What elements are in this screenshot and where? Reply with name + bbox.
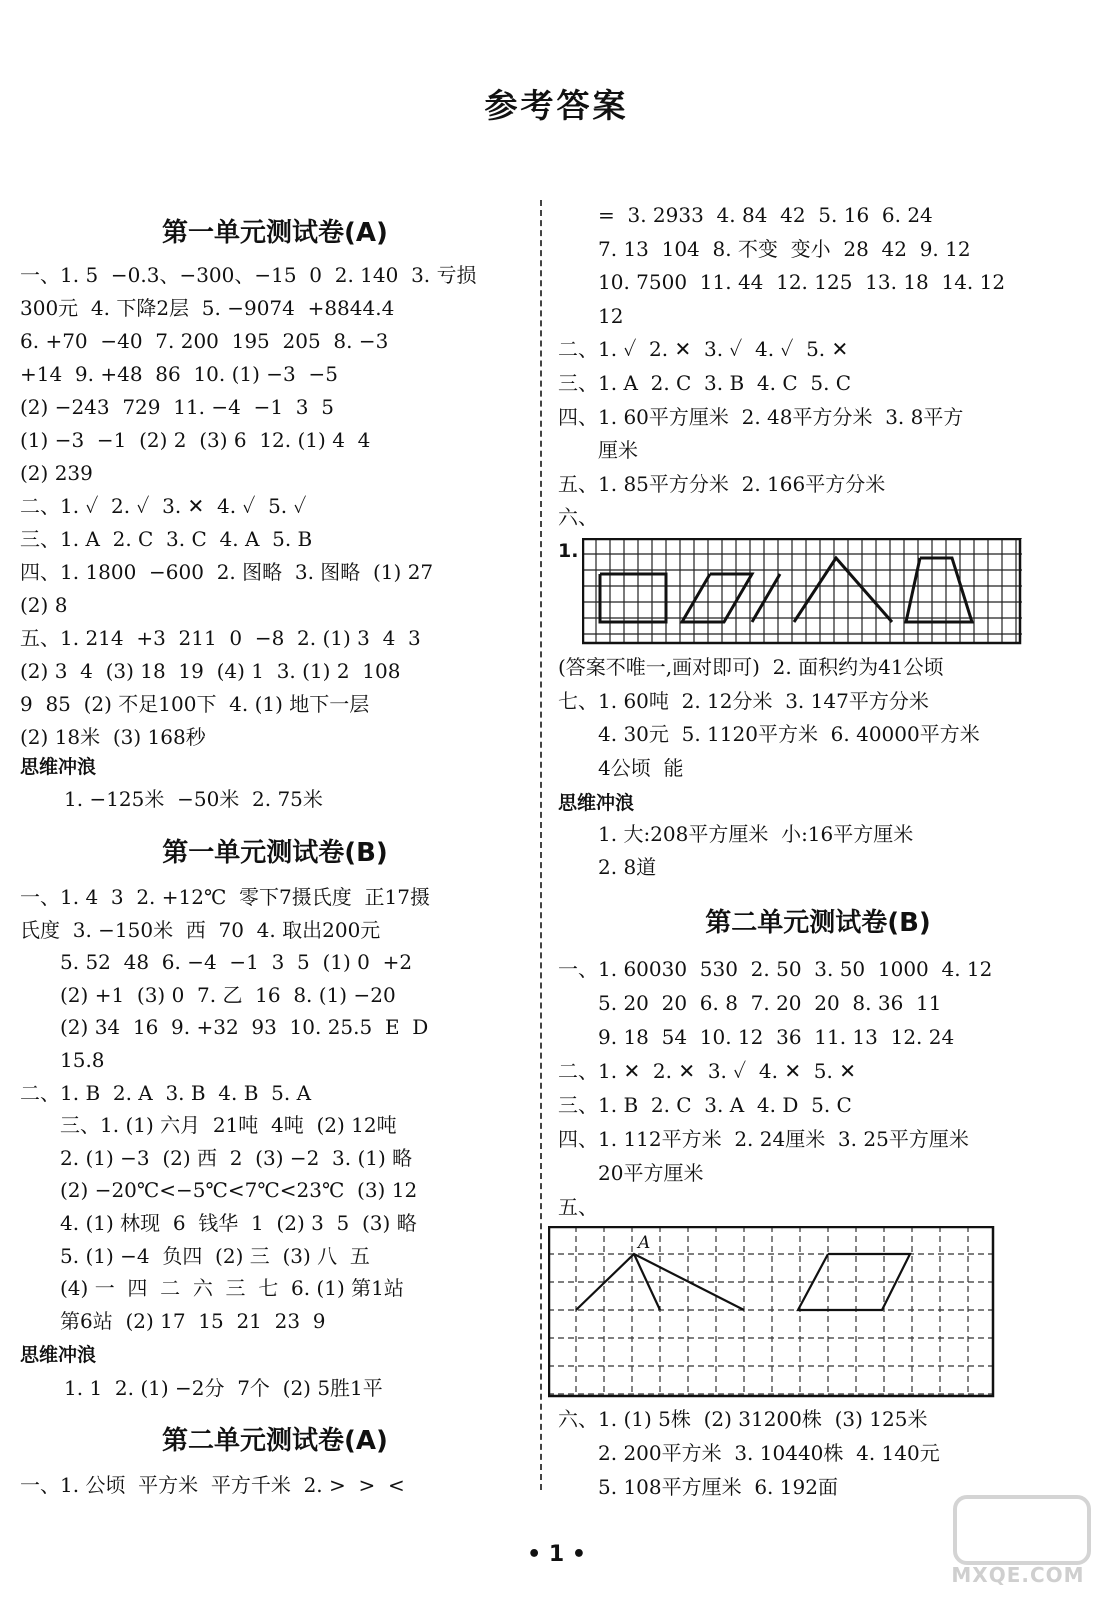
answer-line: 5. (1) −4 负四 (2) 三 (3) 八 五 <box>60 1243 370 1268</box>
answer-line: (2) −243 729 11. −4 −1 3 5 <box>20 395 334 419</box>
section-title: 第二单元测试卷(A) <box>162 1426 388 1456</box>
answer-line: (2) 18米 (3) 168秒 <box>20 725 206 749</box>
grid-item-label: 1. <box>558 540 579 562</box>
watermark-text: MXQE.COM <box>951 1563 1085 1587</box>
grid-drawing-1 <box>582 538 1022 646</box>
answer-line: (2) 3 4 (3) 18 19 (4) 1 3. (1) 2 108 <box>20 659 401 683</box>
answer-line: 1. 大:208平方厘米 小:16平方厘米 <box>598 822 914 846</box>
answer-line: (2) 34 16 9. +32 93 10. 25.5 E D <box>60 1015 429 1040</box>
thinking-label: 思维冲浪 <box>558 792 635 814</box>
watermark-logo-icon <box>953 1495 1091 1565</box>
answer-line: (2) 8 <box>20 593 68 617</box>
grid-drawing-2 <box>548 1226 998 1400</box>
answer-line: 4公顷 能 <box>598 755 684 780</box>
watermark <box>943 1495 1093 1595</box>
answer-line: = 3. 2933 4. 84 42 5. 16 6. 24 <box>598 203 933 227</box>
answer-line: 三、1. B 2. C 3. A 4. D 5. C <box>558 1093 852 1117</box>
answer-line: 6. +70 −40 7. 200 195 205 8. −3 <box>20 329 389 353</box>
answer-line: 一、1. 公顷 平方米 平方千米 2. > > < <box>20 1473 405 1497</box>
answer-line: 七、1. 60吨 2. 12分米 3. 147平方分米 <box>558 688 929 713</box>
answer-line: 五、1. 85平方分米 2. 166平方分米 <box>558 471 886 496</box>
answer-line: 15.8 <box>60 1048 105 1072</box>
section-title: 第二单元测试卷(B) <box>705 908 931 938</box>
answer-line: 9. 18 54 10. 12 36 11. 13 12. 24 <box>598 1025 955 1049</box>
page-number: • 1 • <box>527 1542 586 1567</box>
answer-line: 5. 108平方厘米 6. 192面 <box>598 1475 838 1499</box>
answer-line: 20平方厘米 <box>598 1161 704 1185</box>
answer-line: 六、 <box>558 505 598 530</box>
answer-line: (2) +1 (3) 0 7. 乙 16 8. (1) −20 <box>60 982 396 1007</box>
answer-line: 10. 7500 11. 44 12. 125 13. 18 14. 12 <box>598 270 1006 295</box>
answer-line: 三、1. A 2. C 3. B 4. C 5. C <box>558 371 852 395</box>
answer-line: 300元 4. 下降2层 5. −9074 +8844.4 <box>20 296 395 320</box>
answer-line: 12 <box>598 303 624 328</box>
answer-line: (2) −20℃<−5℃<7℃<23℃ (3) 12 <box>60 1178 418 1203</box>
answer-line: 四、1. 112平方米 2. 24厘米 3. 25平方厘米 <box>558 1127 969 1151</box>
answer-line: 四、1. 1800 −600 2. 图略 3. 图略 (1) 27 <box>20 560 434 584</box>
answer-line: (1) −3 −1 (2) 2 (3) 6 12. (1) 4 4 <box>20 428 371 452</box>
section-title: 第一单元测试卷(B) <box>162 838 388 868</box>
answer-line: 1. −125米 −50米 2. 75米 <box>64 787 323 811</box>
answer-line: 三、1. (1) 六月 21吨 4吨 (2) 12吨 <box>60 1113 397 1138</box>
answer-line: (答案不唯一,画对即可) 2. 面积约为41公顷 <box>558 655 944 679</box>
answer-line: 9 85 (2) 不足100下 4. (1) 地下一层 <box>20 692 370 716</box>
thinking-label: 思维冲浪 <box>20 756 97 778</box>
answer-line: 5. 20 20 6. 8 7. 20 20 8. 36 11 <box>598 991 942 1015</box>
answer-line: 2. 200平方米 3. 10440株 4. 140元 <box>598 1441 940 1465</box>
answer-line: 四、1. 60平方厘米 2. 48平方分米 3. 8平方 <box>558 404 964 429</box>
section-title: 第一单元测试卷(A) <box>162 218 388 248</box>
column-divider <box>540 200 542 1490</box>
answer-line: 五、1. 214 +3 211 0 −8 2. (1) 3 4 3 <box>20 626 421 650</box>
answer-line: 一、1. 5 −0.3、−300、−15 0 2. 140 3. 亏损 <box>20 263 477 287</box>
answer-line: 5. 52 48 6. −4 −1 3 5 (1) 0 +2 <box>60 950 413 975</box>
answer-line: 二、1. ✓ 2. ✓ 3. ✕ 4. ✓ 5. ✓ <box>20 494 307 518</box>
answer-line: 厘米 <box>598 438 638 463</box>
answer-line: +14 9. +48 86 10. (1) −3 −5 <box>20 362 338 386</box>
answer-line: 氏度 3. −150米 西 70 4. 取出200元 <box>20 917 381 942</box>
answer-line: 六、1. (1) 5株 (2) 31200株 (3) 125米 <box>558 1407 928 1431</box>
answer-line: 二、1. ✓ 2. ✕ 3. ✓ 4. ✓ 5. ✕ <box>558 337 849 362</box>
triangle-shape <box>794 558 892 622</box>
answer-line: 一、1. 4 3 2. +12℃ 零下7摄氏度 正17摄 <box>20 885 430 909</box>
answer-line: 1. 1 2. (1) −2分 7个 (2) 5胜1平 <box>64 1376 383 1400</box>
page-title: 参考答案 <box>484 86 629 125</box>
segment-shape <box>752 574 780 622</box>
answer-line: 一、1. 60030 530 2. 50 3. 50 1000 4. 12 <box>558 957 993 981</box>
answer-line: 4. (1) 林现 6 钱华 1 (2) 3 5 (3) 略 <box>60 1211 417 1235</box>
answer-line: 2. (1) −3 (2) 西 2 (3) −2 3. (1) 略 <box>60 1145 413 1170</box>
answer-line: (4) 一 四 二 六 三 七 6. (1) 第1站 <box>60 1276 404 1301</box>
thinking-label: 思维冲浪 <box>20 1344 97 1366</box>
answer-line: 4. 30元 5. 1120平方米 6. 40000平方米 <box>598 722 980 747</box>
answer-line: 五、 <box>558 1195 598 1219</box>
answer-line: 三、1. A 2. C 3. C 4. A 5. B <box>20 527 313 551</box>
answer-line: 7. 13 104 8. 不变 变小 28 42 9. 12 <box>598 236 971 261</box>
answer-line: 第6站 (2) 17 15 21 23 9 <box>60 1308 326 1333</box>
point-label: A <box>638 1233 651 1253</box>
answer-line: 二、1. ✕ 2. ✕ 3. ✓ 4. ✕ 5. ✕ <box>558 1059 856 1083</box>
trapezoid-shape <box>906 558 972 622</box>
answer-line: (2) 239 <box>20 461 93 485</box>
answer-line: 二、1. B 2. A 3. B 4. B 5. A <box>20 1080 312 1105</box>
answer-line: 2. 8道 <box>598 855 657 879</box>
parallelogram-shape <box>682 574 752 622</box>
height-segment <box>634 1254 660 1310</box>
